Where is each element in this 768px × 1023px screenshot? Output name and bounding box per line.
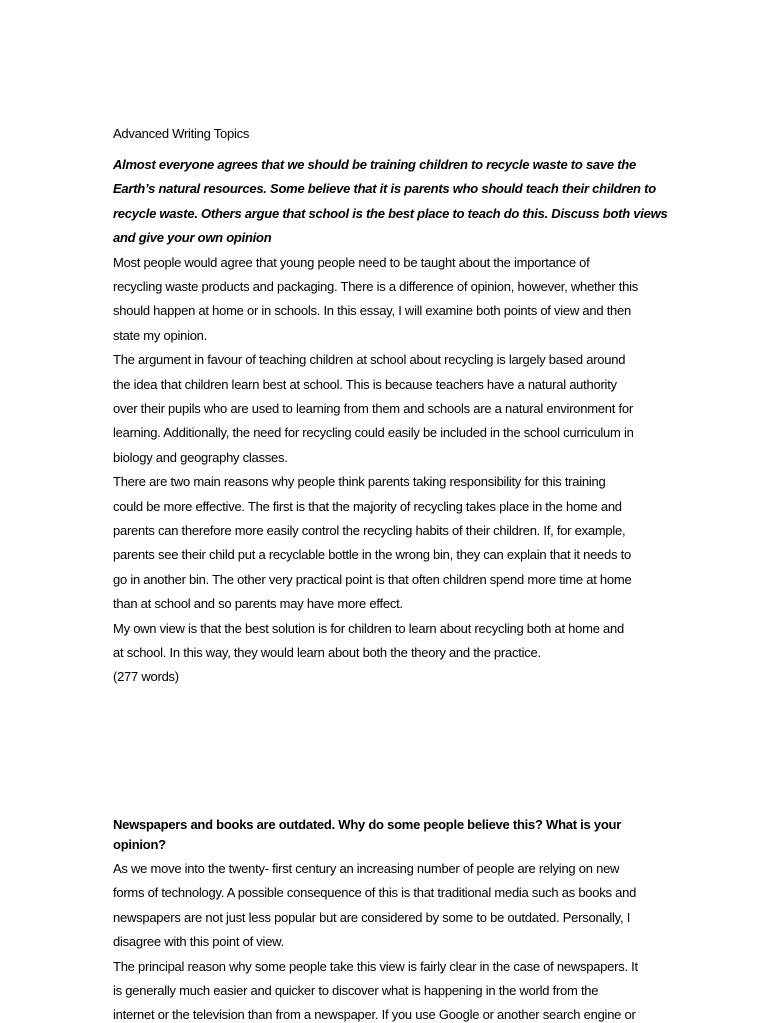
essay1-body-line: should happen at home or in schools. In this essay, I will examine both points of view and then bbox=[113, 303, 631, 319]
essay1-prompt-line: Earth’s natural resources. Some believe that it is parents who should teach their children to bbox=[113, 181, 656, 197]
essay1-prompt-line: Almost everyone agrees that we should be training children to recycle waste to save the bbox=[113, 157, 636, 172]
essay2-body-line: newspapers are not just less popular but are considered by some to be outdated. Personally, I bbox=[113, 909, 631, 925]
essay1-body-line: My own view is that the best solution is for children to learn about recycling both at home and bbox=[113, 620, 624, 636]
essay1-body-line: There are two main reasons why people think parents taking responsibility for this training bbox=[113, 474, 606, 490]
essay1-body-line: than at school and so parents may have more effect. bbox=[113, 596, 403, 612]
essay1-body-line: over their pupils who are used to learning from them and schools are a natural environment for bbox=[113, 401, 633, 416]
essay2-body-line: The principal reason why some people take this view is fairly clear in the case of newspapers. It bbox=[113, 958, 638, 974]
essay1-body-line: The argument in favour of teaching children at school about recycling is largely based around bbox=[113, 352, 626, 368]
essay1-prompt-line: and give your own opinion bbox=[113, 230, 272, 246]
essay1-body-line: could be more effective. The first is that the majority of recycling takes place in the home and bbox=[113, 498, 622, 514]
essay1-body-line: at school. In this way, they would learn about both the theory and the practice. bbox=[113, 645, 541, 660]
essay1-body-line: the idea that children learn best at school. This is because teachers have a natural authority bbox=[113, 376, 617, 392]
essay2-body-line: is generally much easier and quicker to discover what is happening in the world from the bbox=[113, 983, 599, 998]
essay2-body-line: forms of technology. A possible consequence of this is that traditional media such as books and bbox=[113, 885, 637, 901]
essay1-prompt-line: recycle waste. Others argue that school is the best place to teach do this. Discuss both views bbox=[113, 205, 668, 221]
essay1-body-line: Most people would agree that young people need to be taught about the importance of bbox=[113, 254, 590, 270]
essay1-body-line: learning. Additionally, the need for recycling could easily be included in the school curriculum in bbox=[113, 425, 634, 441]
essay2-body-line: disagree with this point of view. bbox=[113, 934, 284, 950]
essay1-body-line: state my opinion. bbox=[113, 327, 208, 343]
document-title: Advanced Writing Topics bbox=[113, 126, 250, 141]
essay2-prompt-line: opinion? bbox=[113, 837, 166, 852]
essay1-body-line: (277 words) bbox=[113, 669, 179, 685]
essay1-body-line: parents can therefore more easily control the recycling habits of their children. If, for example, bbox=[113, 523, 626, 538]
essay1-body-line: biology and geography classes. bbox=[113, 449, 288, 465]
essay2-prompt-line: Newspapers and books are outdated. Why do some people believe this? What is your bbox=[113, 817, 622, 832]
essay2-body-line: internet or the television than from a newspaper. If you use Google or another search engine or bbox=[113, 1007, 636, 1023]
essay2-body-line: As we move into the twenty- first century an increasing number of people are relying on new bbox=[113, 861, 620, 876]
essay1-body-line: go in another bin. The other very practical point is that often children spend more time at home bbox=[113, 571, 632, 587]
essay1-body-line: parents see their child put a recyclable bottle in the wrong bin, they can explain that it needs to bbox=[113, 547, 631, 563]
essay1-body-line: recycling waste products and packaging. There is a difference of opinion, however, whether this bbox=[113, 279, 638, 294]
